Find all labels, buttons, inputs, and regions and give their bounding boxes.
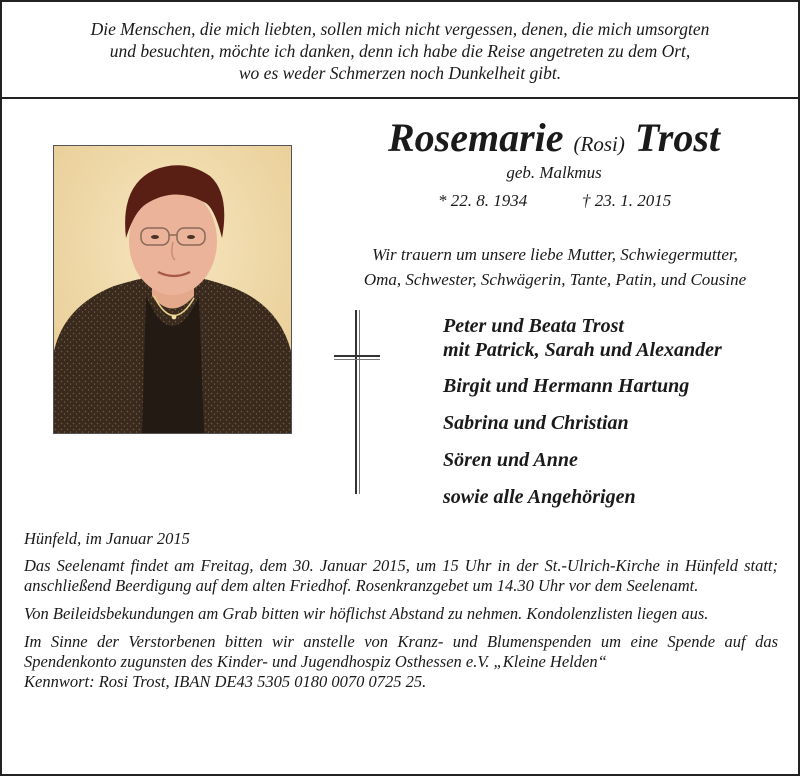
donation-account: Kennwort: Rosi Trost, IBAN DE43 5305 0180 0070 0725 25. (24, 672, 427, 691)
deceased-name (330, 115, 778, 167)
last-name: Trost (634, 115, 721, 160)
mourning-text (330, 242, 780, 292)
birth-date: * 22. 8. 1934 (438, 191, 528, 210)
donation-request: Im Sinne der Verstorbenen bitten wir anstelle von Kranz- und Blumenspenden um eine Spende auf das Spendenkonto zugunsten des Kinder- und Jugendhospiz Osthessen e.V. „Kleine Helden“ (24, 632, 778, 671)
mourner-line: sowie alle Angehörigen (443, 486, 636, 508)
opening-quote (20, 18, 780, 84)
cross-icon (334, 310, 380, 494)
maiden-name: geb. Malkmus (506, 163, 602, 182)
mourner-line: mit Patrick, Sarah und Alexander (443, 339, 722, 361)
place-date: Hünfeld, im Januar 2015 (24, 529, 190, 548)
mourning-line: Wir trauern um unsere liebe Mutter, Schwiegermutter, (372, 245, 738, 264)
mourning-line: Oma, Schwester, Schwägerin, Tante, Patin, und Cousine (363, 270, 747, 289)
death-date: † 23. 1. 2015 (582, 191, 672, 210)
mourner-line: Peter und Beata Trost (443, 315, 624, 337)
first-name: Rosemarie (387, 115, 564, 160)
portrait-illustration (54, 146, 291, 433)
nickname: (Rosi) (573, 132, 625, 156)
mourner-line: Birgit und Hermann Hartung (443, 375, 690, 397)
quote-line: Die Menschen, die mich liebten, sollen mich nicht vergessen, denen, die mich umsorgten (90, 19, 710, 39)
mourner-line: Sabrina und Christian (443, 412, 629, 434)
portrait-photo (53, 145, 292, 434)
condolence-note: Von Beileidsbekundungen am Grab bitten wir höflichst Abstand zu nehmen. Kondolenzlisten liegen aus. (24, 604, 709, 623)
quote-line: und besuchten, möchte ich danken, denn ich habe die Reise angetreten zu dem Ort, (109, 41, 691, 61)
quote-line: wo es weder Schmerzen noch Dunkelheit gibt. (238, 63, 562, 83)
mourner-line: Sören und Anne (443, 449, 578, 471)
service-info: Das Seelenamt findet am Freitag, dem 30. Januar 2015, um 15 Uhr in der St.-Ulrich-Kirche in Hünfeld statt; anschließend Beerdigung auf dem alten Friedhof. Rosenkranzgebet um 14.30 Uhr vor dem Seelenamt. (24, 556, 778, 595)
divider-rule (2, 97, 798, 99)
notice-text (24, 529, 778, 692)
